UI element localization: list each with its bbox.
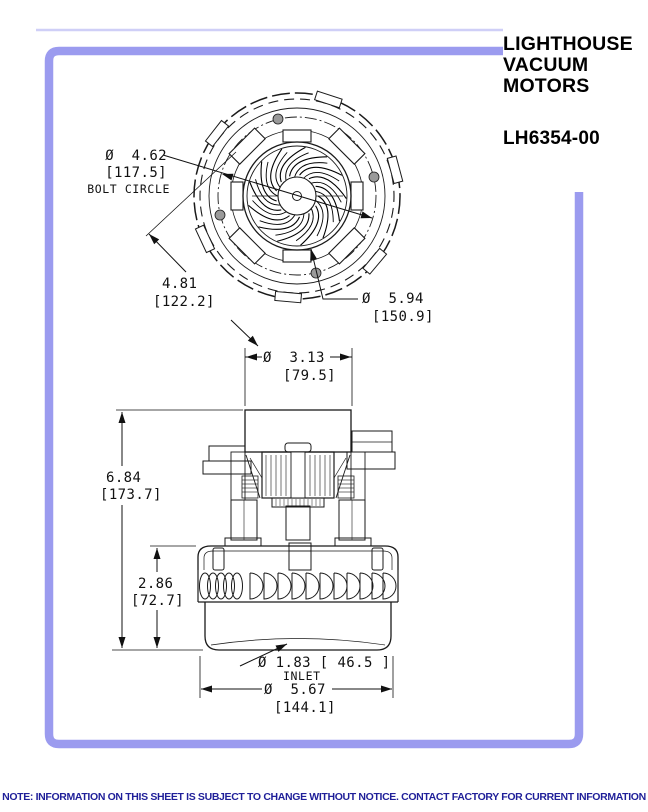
dim-fan-mm: [72.7] — [131, 593, 184, 609]
arrowhead — [340, 354, 351, 361]
dim-fan-inches: 2.86 — [138, 576, 174, 592]
dim-mount-inches: 4.81 — [162, 276, 198, 292]
arrowhead — [154, 637, 161, 648]
arrowhead — [201, 686, 212, 693]
dim-outer-mm: [150.9] — [372, 309, 434, 325]
arrowhead — [310, 249, 317, 261]
vent-band — [198, 570, 398, 602]
dim-top-inches: Ø 3.13 — [263, 350, 325, 366]
arrowhead — [119, 637, 126, 648]
brand-line-3: MOTORS — [503, 75, 590, 97]
dim-bolt-label: BOLT CIRCLE — [87, 182, 170, 196]
dim-mount-mm: [122.2] — [153, 294, 215, 310]
arrowhead — [119, 412, 126, 423]
title-block — [503, 34, 643, 150]
top-view-dimensions — [87, 148, 434, 346]
dim-inlet-label: INLET — [283, 669, 321, 683]
brand-line-1: LIGHTHOUSE — [503, 33, 633, 55]
hub-circle — [278, 177, 316, 215]
brand-name — [503, 34, 643, 97]
lower-housing — [205, 602, 391, 650]
dim-outer-inches: Ø 5.94 — [362, 291, 424, 307]
dim-inlet-inches: Ø 1.83 [ 46.5 ] — [258, 655, 391, 671]
arrowhead — [246, 354, 257, 361]
brand-line-2: VACUUM — [503, 54, 589, 76]
arrowhead — [222, 174, 234, 181]
dim-bolt-mm: [117.5] — [105, 165, 167, 181]
dim-top-mm: [79.5] — [283, 368, 336, 384]
footer-note: NOTE: INFORMATION ON THIS SHEET IS SUBJECT TO CHANGE WITHOUT NOTICE. CONTACT FACTORY FOR CURRENT INFORMATION — [2, 791, 646, 803]
model-number: LH6354-00 — [503, 128, 600, 149]
arrowhead — [276, 644, 288, 652]
side-view-dimensions — [100, 348, 393, 716]
dim-height-inches: 6.84 — [106, 470, 142, 486]
dim-bolt-inches: Ø 4.62 — [105, 148, 167, 164]
motor-body — [245, 410, 351, 452]
fan-housing — [198, 543, 398, 570]
dim-height-mm: [173.7] — [100, 487, 162, 503]
arrowhead — [381, 686, 392, 693]
dim-base-inches: Ø 5.67 — [264, 682, 326, 698]
arrowhead — [154, 548, 161, 559]
arrowhead — [361, 211, 373, 218]
dim-base-mm: [144.1] — [274, 700, 336, 716]
motor-top-view — [194, 91, 403, 303]
motor-side-view — [198, 410, 398, 650]
